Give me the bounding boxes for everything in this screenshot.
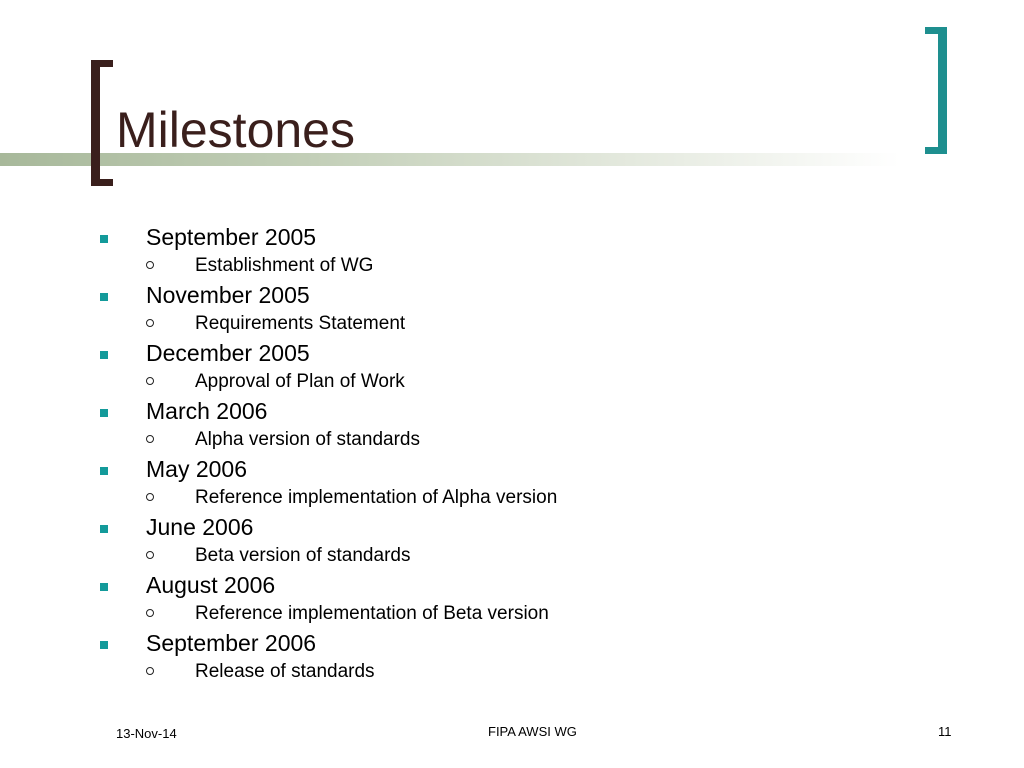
left-bracket-decoration xyxy=(91,60,113,186)
milestone-date: March 2006 xyxy=(146,398,268,424)
milestone-date: August 2006 xyxy=(146,572,276,598)
milestone-item xyxy=(96,338,976,396)
square-bullet-icon xyxy=(100,467,108,475)
milestone-description: Release of standards xyxy=(195,661,375,682)
circle-bullet-icon xyxy=(146,261,154,269)
milestone-date: December 2005 xyxy=(146,340,310,366)
milestone-date: May 2006 xyxy=(146,456,248,482)
milestone-list xyxy=(96,222,976,686)
circle-bullet-icon xyxy=(146,377,154,385)
square-bullet-icon xyxy=(100,409,108,417)
square-bullet-icon xyxy=(100,641,108,649)
milestone-date: September 2005 xyxy=(146,224,317,250)
square-bullet-icon xyxy=(100,351,108,359)
right-bracket-decoration xyxy=(925,27,947,154)
milestone-item xyxy=(96,454,976,512)
square-bullet-icon xyxy=(100,293,108,301)
milestone-description: Beta version of standards xyxy=(195,545,411,566)
slide-number: 11 xyxy=(938,724,952,739)
milestone-item xyxy=(96,396,976,454)
circle-bullet-icon xyxy=(146,493,154,501)
milestone-date: September 2006 xyxy=(146,630,317,656)
milestone-description: Establishment of WG xyxy=(195,255,374,276)
slide-title: Milestones xyxy=(116,102,355,158)
square-bullet-icon xyxy=(100,235,108,243)
milestone-description: Reference implementation of Alpha version xyxy=(195,487,558,508)
milestone-description: Approval of Plan of Work xyxy=(195,371,405,392)
square-bullet-icon xyxy=(100,583,108,591)
milestone-item xyxy=(96,570,976,628)
milestone-item xyxy=(96,222,976,280)
milestone-description: Reference implementation of Beta version xyxy=(195,603,549,624)
milestone-item xyxy=(96,628,976,686)
circle-bullet-icon xyxy=(146,435,154,443)
milestone-item xyxy=(96,280,976,338)
footer-date: 13-Nov-14 xyxy=(116,726,177,741)
circle-bullet-icon xyxy=(146,609,154,617)
circle-bullet-icon xyxy=(146,551,154,559)
milestone-item xyxy=(96,512,976,570)
milestone-date: June 2006 xyxy=(146,514,254,540)
footer-title: FIPA AWSI WG xyxy=(488,724,577,739)
square-bullet-icon xyxy=(100,525,108,533)
circle-bullet-icon xyxy=(146,319,154,327)
milestone-description: Alpha version of standards xyxy=(195,429,420,450)
milestone-description: Requirements Statement xyxy=(195,313,406,334)
milestone-date: November 2005 xyxy=(146,282,310,308)
circle-bullet-icon xyxy=(146,667,154,675)
